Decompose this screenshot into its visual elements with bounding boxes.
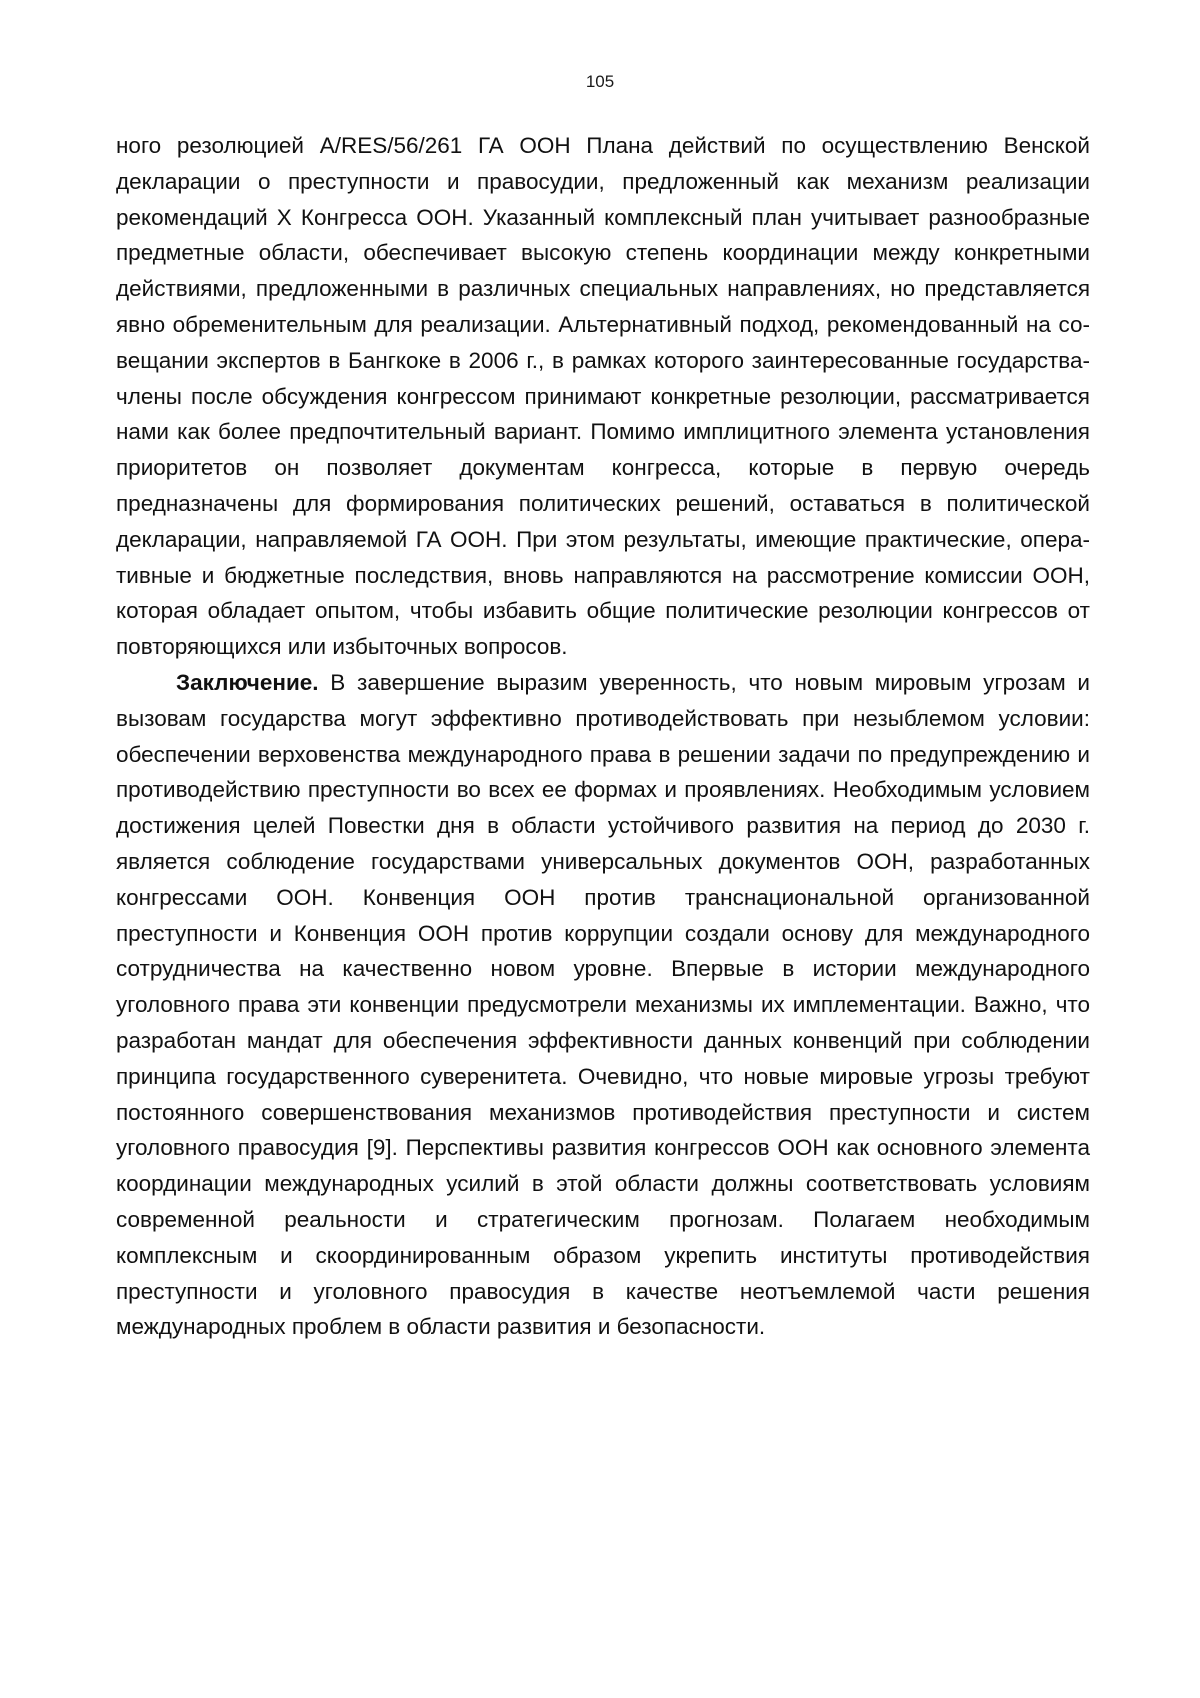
paragraph-continuation: ного резолюцией A/RES/56/261 ГА ООН Плана действий по осуществлению Венской декларации о преступности и правосудии, предложенный как механизм реализации рекомендаций X Конгресса ООН. Указанный комплексный план учитывает разнообразные предметные области, обеспечивает высокую степень координации между конкретными действиями, предложенными в различных специальных направлениях, но представляется явно обременительным для реализации. Альтернативный подход, рекомендованный на совещании экспертов в Бангкоке в 2006 г., в рамках которого заинтересованные государства-члены после обсуждения конгрессом принимают конкретные резолюции, рассматривается нами как более предпочтительный вариант. Помимо имплицитного элемента установления приоритетов он позволяет документам конгресса, которые в первую очередь предназначены для формирования политических решений, оставаться в политической декларации, направляемой ГА ООН. При этом результаты, имеющие практические, оперативные и бюджетные последствия, вновь направляются на рассмотрение комиссии ООН, которая обладает опытом, чтобы избавить общие политические резолюции конгрессов от повторяющихся или избыточных вопросов. [116,133,1090,660]
conclusion-heading: Заключение. [176,669,319,695]
conclusion-text: В завершение выразим уверенность, что новым мировым угрозам и вызовам государства могут эффективно противодействовать при незыблемом условии: обеспечении верховенства международного права в решении задачи по предупреждению и противодействию преступности во всех ее формах и проявлениях. Необходимым условием достижения целей Повестки дня в области устойчивого развития на период до 2030 г. является соблюдение государствами универсальных документов ООН, разработанных конгрессами ООН. Конвенция ООН против транснациональной организованной преступности и Конвенция ООН против коррупции создали основу для международного сотрудничества на качественно новом уровне. Впервые в истории международного уголовного права эти конвенции предусмотрели механизмы их имплементации. Важно, что разработан мандат для обеспечения эффективности данных конвенций при соблюдении принципа государственного суверенитета. Очевидно, что новые мировые угрозы требуют постоянного совершенствования механизмов противодействия преступности и систем уголовного правосудия [9]. Перспективы развития конгрессов ООН как основного элемента координации международных усилий в этой области должны соответствовать условиям современной реальности и стратегическим прогнозам. Полагаем необходимым комплексным и скоординированным образом укрепить институты противодействия преступности и уголовного правосудия в качестве неотъемлемой части решения международных проблем в области развития и безопасности. [116,669,1090,1340]
body-text [116,128,1090,1345]
paragraph-conclusion [116,665,1090,1345]
page-number: 105 [585,72,615,91]
